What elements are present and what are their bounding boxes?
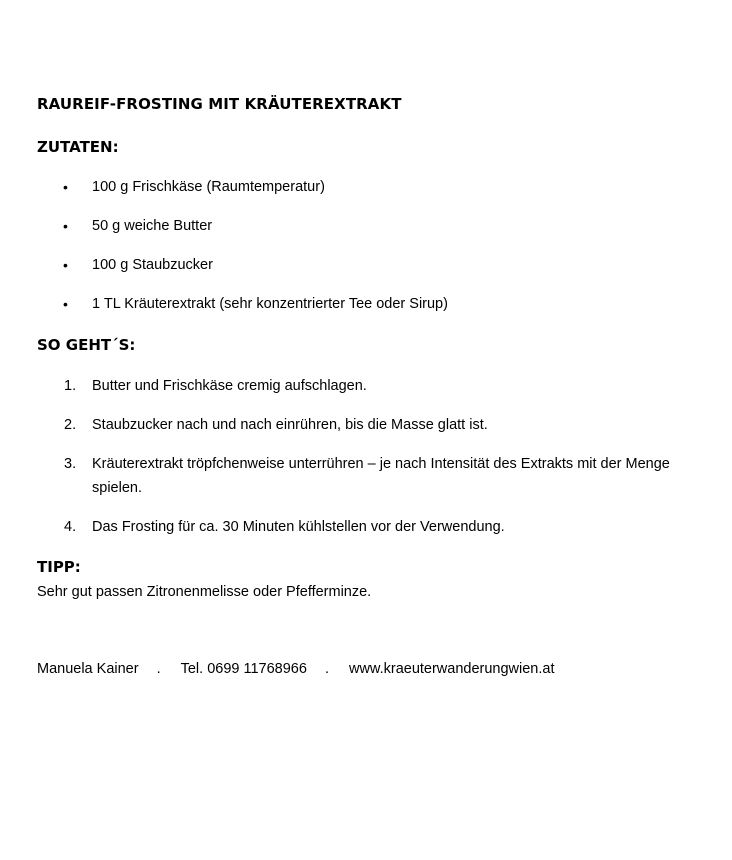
steps-list bbox=[37, 374, 727, 554]
author-name: Manuela Kainer bbox=[37, 661, 139, 677]
ingredient-text: 1 TL Kräuterextrakt (sehr konzentrierter Tee oder Sirup) bbox=[92, 296, 448, 312]
steps-heading: SO GEHT´S: bbox=[37, 336, 136, 354]
ingredients-list bbox=[37, 176, 727, 332]
step-number: 4. bbox=[64, 519, 77, 535]
step-text: Kräuterextrakt tröpfchenweise unterrühren – je nach Intensität des Extrakts mit der Menge spielen. bbox=[92, 456, 670, 496]
bullet-icon: • bbox=[63, 179, 68, 195]
ingredient-text: 100 g Staubzucker bbox=[92, 257, 213, 273]
ingredient-text: 100 g Frischkäse (Raumtemperatur) bbox=[92, 179, 325, 195]
list-item bbox=[37, 452, 727, 500]
list-item bbox=[37, 413, 727, 437]
tip-text: Sehr gut passen Zitronenmelisse oder Pfefferminze. bbox=[37, 584, 372, 600]
step-text: Staubzucker nach und nach einrühren, bis die Masse glatt ist. bbox=[92, 417, 488, 433]
list-item bbox=[37, 254, 727, 293]
bullet-icon: • bbox=[63, 296, 68, 312]
step-text: Das Frosting für ca. 30 Minuten kühlstellen vor der Verwendung. bbox=[92, 519, 505, 535]
bullet-icon: • bbox=[63, 257, 68, 273]
ingredient-text: 50 g weiche Butter bbox=[92, 218, 213, 234]
step-number: 1. bbox=[64, 378, 77, 394]
recipe-title: RAUREIF-FROSTING MIT KRÄUTEREXTRAKT bbox=[37, 95, 402, 113]
step-number: 3. bbox=[64, 456, 77, 472]
footer-separator: . bbox=[156, 661, 161, 677]
footer bbox=[37, 658, 555, 680]
list-item bbox=[37, 515, 727, 539]
step-text: Butter und Frischkäse cremig aufschlagen. bbox=[92, 378, 367, 394]
tip-heading: TIPP: bbox=[37, 558, 81, 576]
ingredients-heading: ZUTATEN: bbox=[37, 138, 119, 156]
list-item bbox=[37, 293, 727, 332]
website-link[interactable]: www.kraeuterwanderungwien.at bbox=[348, 661, 555, 677]
list-item bbox=[37, 176, 727, 215]
step-number: 2. bbox=[64, 417, 77, 433]
list-item bbox=[37, 215, 727, 254]
footer-separator: . bbox=[324, 661, 329, 677]
list-item bbox=[37, 374, 727, 398]
bullet-icon: • bbox=[63, 218, 68, 234]
phone-number: Tel. 0699 11768966 bbox=[180, 661, 307, 677]
